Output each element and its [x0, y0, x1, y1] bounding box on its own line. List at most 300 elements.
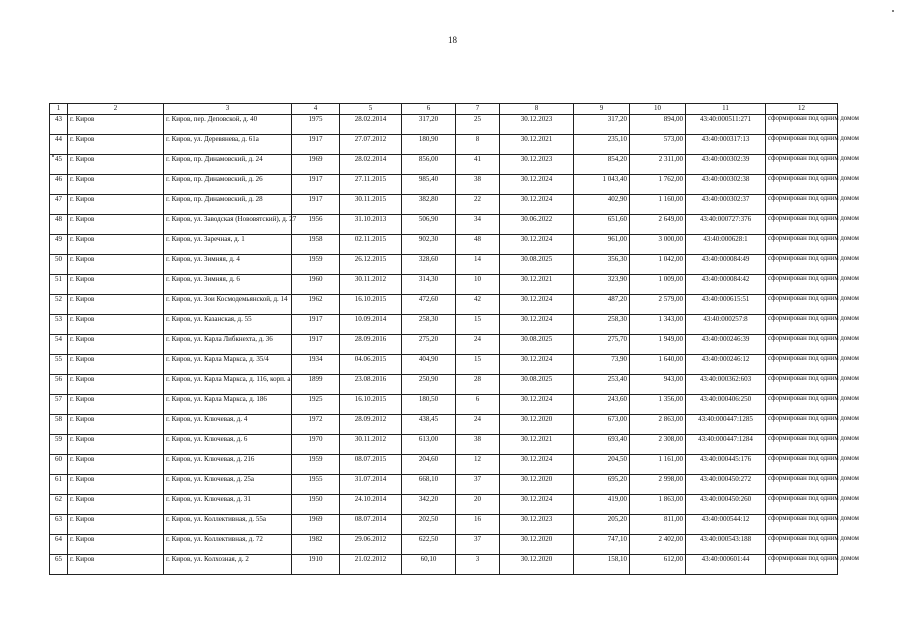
row-number-cell: 65: [50, 555, 68, 575]
land-area-cell: 1 343,00: [630, 315, 686, 335]
cadastral-number-cell: 43:40:000543:188: [686, 535, 766, 555]
row-number-cell: 57: [50, 395, 68, 415]
recognition-date-cell: 23.08.2016: [340, 375, 402, 395]
area-cell: 204,60: [402, 455, 456, 475]
total-area-cell: 258,30: [574, 315, 630, 335]
recognition-date-cell: 24.10.2014: [340, 495, 402, 515]
cadastral-number-cell: 43:40:000257:8: [686, 315, 766, 335]
construction-year-cell: 1975: [292, 115, 340, 135]
address-cell: г. Киров, ул. Ключевая, д. 25а: [164, 475, 292, 495]
table-row: [50, 115, 838, 135]
land-status-cell: сформирован под одним домом: [766, 475, 838, 495]
residents-count-cell: 37: [456, 535, 500, 555]
land-status-cell: сформирован под одним домом: [766, 235, 838, 255]
table-row: [50, 335, 838, 355]
row-number-cell: 55: [50, 355, 68, 375]
residents-count-cell: 24: [456, 335, 500, 355]
table-row: [50, 355, 838, 375]
city-cell: г. Киров: [68, 435, 164, 455]
resettlement-deadline-cell: 30.12.2024: [500, 235, 574, 255]
resettlement-deadline-cell: 30.12.2023: [500, 155, 574, 175]
land-area-cell: 2 649,00: [630, 215, 686, 235]
table-row: [50, 295, 838, 315]
cadastral-number-cell: 43:40:000302:37: [686, 195, 766, 215]
row-number-cell: 52: [50, 295, 68, 315]
land-area-cell: 811,00: [630, 515, 686, 535]
row-number-cell: 60: [50, 455, 68, 475]
land-area-cell: 612,00: [630, 555, 686, 575]
residents-count-cell: 22: [456, 195, 500, 215]
cadastral-number-cell: 43:40:000615:51: [686, 295, 766, 315]
total-area-cell: 323,90: [574, 275, 630, 295]
row-number-cell: 56: [50, 375, 68, 395]
address-cell: г. Киров, ул. Карла Либкнехта, д. 36: [164, 335, 292, 355]
recognition-date-cell: 31.10.2013: [340, 215, 402, 235]
recognition-date-cell: 26.12.2015: [340, 255, 402, 275]
area-cell: 317,20: [402, 115, 456, 135]
resettlement-deadline-cell: 30.08.2025: [500, 375, 574, 395]
column-number-header: 2: [68, 104, 164, 115]
land-area-cell: 1 009,00: [630, 275, 686, 295]
land-area-cell: 1 762,00: [630, 175, 686, 195]
construction-year-cell: 1899: [292, 375, 340, 395]
cadastral-number-cell: 43:40:000601:44: [686, 555, 766, 575]
city-cell: г. Киров: [68, 195, 164, 215]
residents-count-cell: 6: [456, 395, 500, 415]
resettlement-deadline-cell: 30.12.2024: [500, 495, 574, 515]
cadastral-number-cell: 43:40:000246:39: [686, 335, 766, 355]
construction-year-cell: 1917: [292, 195, 340, 215]
resettlement-deadline-cell: 30.12.2024: [500, 315, 574, 335]
resettlement-deadline-cell: 30.12.2024: [500, 355, 574, 375]
cadastral-number-cell: 43:40:000447:1284: [686, 435, 766, 455]
area-cell: 250,90: [402, 375, 456, 395]
table-row: [50, 315, 838, 335]
total-area-cell: 673,00: [574, 415, 630, 435]
column-number-header: 8: [500, 104, 574, 115]
row-number-cell: 44: [50, 135, 68, 155]
row-number-cell: 59: [50, 435, 68, 455]
recognition-date-cell: 31.07.2014: [340, 475, 402, 495]
land-status-cell: сформирован под одним домом: [766, 315, 838, 335]
resettlement-deadline-cell: 30.12.2024: [500, 195, 574, 215]
residents-count-cell: 10: [456, 275, 500, 295]
column-number-header: 1: [50, 104, 68, 115]
row-number-cell: 64: [50, 535, 68, 555]
recognition-date-cell: 16.10.2015: [340, 295, 402, 315]
city-cell: г. Киров: [68, 555, 164, 575]
total-area-cell: 402,90: [574, 195, 630, 215]
residents-count-cell: 42: [456, 295, 500, 315]
land-status-cell: сформирован под одним домом: [766, 355, 838, 375]
recognition-date-cell: 16.10.2015: [340, 395, 402, 415]
land-status-cell: сформирован под одним домом: [766, 435, 838, 455]
address-cell: г. Киров, ул. Карла Маркса, д. 116, корп. а: [164, 375, 292, 395]
total-area-cell: 275,70: [574, 335, 630, 355]
residents-count-cell: 24: [456, 415, 500, 435]
recognition-date-cell: 30.11.2012: [340, 275, 402, 295]
residents-count-cell: 8: [456, 135, 500, 155]
area-cell: 902,30: [402, 235, 456, 255]
cadastral-number-cell: 43:40:000246:12: [686, 355, 766, 375]
column-number-header: 11: [686, 104, 766, 115]
total-area-cell: 961,00: [574, 235, 630, 255]
table-body: [50, 115, 859, 575]
table-row: [50, 135, 838, 155]
address-cell: г. Киров, ул. Карла Маркса, д. 186: [164, 395, 292, 415]
recognition-date-cell: 08.07.2014: [340, 515, 402, 535]
land-status-cell: сформирован под одним домом: [766, 275, 838, 295]
city-cell: г. Киров: [68, 255, 164, 275]
column-number-header: 7: [456, 104, 500, 115]
total-area-cell: 1 043,40: [574, 175, 630, 195]
row-number-cell: 61: [50, 475, 68, 495]
table-row: [50, 235, 838, 255]
cadastral-number-cell: 43:40:000445:176: [686, 455, 766, 475]
resettlement-deadline-cell: 30.12.2023: [500, 515, 574, 535]
table-row: [50, 175, 838, 195]
address-cell: г. Киров, ул. Заречная, д. 1: [164, 235, 292, 255]
land-status-cell: сформирован под одним домом: [766, 555, 838, 575]
land-status-cell: сформирован под одним домом: [766, 535, 838, 555]
area-cell: 404,90: [402, 355, 456, 375]
land-status-cell: сформирован под одним домом: [766, 375, 838, 395]
total-area-cell: 651,60: [574, 215, 630, 235]
construction-year-cell: 1959: [292, 255, 340, 275]
column-number-header: 6: [402, 104, 456, 115]
total-area-cell: 235,10: [574, 135, 630, 155]
area-cell: 856,00: [402, 155, 456, 175]
recognition-date-cell: 28.09.2016: [340, 335, 402, 355]
land-area-cell: 573,00: [630, 135, 686, 155]
recognition-date-cell: 30.11.2015: [340, 195, 402, 215]
address-cell: г. Киров, ул. Зимняя, д. 6: [164, 275, 292, 295]
area-cell: 60,10: [402, 555, 456, 575]
area-cell: 668,10: [402, 475, 456, 495]
table-row: [50, 155, 838, 175]
cadastral-number-cell: 43:40:000727:376: [686, 215, 766, 235]
city-cell: г. Киров: [68, 355, 164, 375]
total-area-cell: 854,20: [574, 155, 630, 175]
residents-count-cell: 28: [456, 375, 500, 395]
resettlement-deadline-cell: 30.08.2025: [500, 335, 574, 355]
cadastral-number-cell: 43:40:000406:250: [686, 395, 766, 415]
residents-count-cell: 15: [456, 355, 500, 375]
land-status-cell: сформирован под одним домом: [766, 195, 838, 215]
residents-count-cell: 48: [456, 235, 500, 255]
row-number-cell: 45: [50, 155, 68, 175]
total-area-cell: 747,10: [574, 535, 630, 555]
land-status-cell: сформирован под одним домом: [766, 155, 838, 175]
column-number-header: 5: [340, 104, 402, 115]
area-cell: 275,20: [402, 335, 456, 355]
construction-year-cell: 1955: [292, 475, 340, 495]
city-cell: г. Киров: [68, 155, 164, 175]
total-area-cell: 253,40: [574, 375, 630, 395]
area-cell: 622,50: [402, 535, 456, 555]
area-cell: 342,20: [402, 495, 456, 515]
row-number-cell: 49: [50, 235, 68, 255]
column-number-header: 3: [164, 104, 292, 115]
row-number-cell: 47: [50, 195, 68, 215]
resettlement-deadline-cell: 30.12.2023: [500, 115, 574, 135]
total-area-cell: 243,60: [574, 395, 630, 415]
recognition-date-cell: 21.02.2012: [340, 555, 402, 575]
address-cell: г. Киров, пер. Деповской, д. 40: [164, 115, 292, 135]
address-cell: г. Киров, ул. Ключевая, д. 31: [164, 495, 292, 515]
land-area-cell: 2 308,00: [630, 435, 686, 455]
housing-registry-table: [49, 103, 859, 575]
total-area-cell: 487,20: [574, 295, 630, 315]
row-number-cell: 46: [50, 175, 68, 195]
resettlement-deadline-cell: 30.12.2020: [500, 475, 574, 495]
city-cell: г. Киров: [68, 415, 164, 435]
table-row: [50, 255, 838, 275]
land-status-cell: сформирован под одним домом: [766, 295, 838, 315]
city-cell: г. Киров: [68, 295, 164, 315]
table-row: [50, 375, 838, 395]
area-cell: 202,50: [402, 515, 456, 535]
construction-year-cell: 1960: [292, 275, 340, 295]
land-area-cell: 2 863,00: [630, 415, 686, 435]
cadastral-number-cell: 43:40:000628:1: [686, 235, 766, 255]
address-cell: г. Киров, ул. Коллективная, д. 72: [164, 535, 292, 555]
total-area-cell: 317,20: [574, 115, 630, 135]
land-status-cell: сформирован под одним домом: [766, 415, 838, 435]
address-cell: г. Киров, ул. Карла Маркса, д. 35/4: [164, 355, 292, 375]
area-cell: 382,80: [402, 195, 456, 215]
address-cell: г. Киров, ул. Колхозная, д. 2: [164, 555, 292, 575]
city-cell: г. Киров: [68, 495, 164, 515]
city-cell: г. Киров: [68, 315, 164, 335]
city-cell: г. Киров: [68, 115, 164, 135]
land-status-cell: сформирован под одним домом: [766, 215, 838, 235]
city-cell: г. Киров: [68, 395, 164, 415]
row-number-cell: 54: [50, 335, 68, 355]
area-cell: 314,30: [402, 275, 456, 295]
cadastral-number-cell: 43:40:000302:38: [686, 175, 766, 195]
land-area-cell: 2 402,00: [630, 535, 686, 555]
land-area-cell: 2 311,00: [630, 155, 686, 175]
city-cell: г. Киров: [68, 515, 164, 535]
cadastral-number-cell: 43:40:000084:42: [686, 275, 766, 295]
residents-count-cell: 12: [456, 455, 500, 475]
land-status-cell: сформирован под одним домом: [766, 115, 838, 135]
construction-year-cell: 1925: [292, 395, 340, 415]
city-cell: г. Киров: [68, 475, 164, 495]
resettlement-deadline-cell: 30.06.2022: [500, 215, 574, 235]
residents-count-cell: 38: [456, 175, 500, 195]
construction-year-cell: 1917: [292, 335, 340, 355]
construction-year-cell: 1970: [292, 435, 340, 455]
cadastral-number-cell: 43:40:000317:13: [686, 135, 766, 155]
total-area-cell: 204,50: [574, 455, 630, 475]
column-number-row: [50, 104, 838, 115]
table-row: [50, 435, 838, 455]
cadastral-number-cell: 43:40:000450:272: [686, 475, 766, 495]
recognition-date-cell: 27.07.2012: [340, 135, 402, 155]
city-cell: г. Киров: [68, 235, 164, 255]
row-number-cell: 53: [50, 315, 68, 335]
table-row: [50, 395, 838, 415]
area-cell: 180,50: [402, 395, 456, 415]
address-cell: г. Киров, ул. Ключевая, д. 4: [164, 415, 292, 435]
address-cell: г. Киров, ул. Коллективная, д. 55а: [164, 515, 292, 535]
recognition-date-cell: 28.09.2012: [340, 415, 402, 435]
residents-count-cell: 38: [456, 435, 500, 455]
land-area-cell: 1 042,00: [630, 255, 686, 275]
address-cell: г. Киров, ул. Ключевая, д. 216: [164, 455, 292, 475]
cadastral-number-cell: 43:40:000450:260: [686, 495, 766, 515]
area-cell: 613,00: [402, 435, 456, 455]
construction-year-cell: 1982: [292, 535, 340, 555]
area-cell: 985,40: [402, 175, 456, 195]
residents-count-cell: 37: [456, 475, 500, 495]
cadastral-number-cell: 43:40:000447:1285: [686, 415, 766, 435]
table-row: [50, 275, 838, 295]
address-cell: г. Киров, пр. Динамовский, д. 24: [164, 155, 292, 175]
residents-count-cell: 34: [456, 215, 500, 235]
row-number-cell: 63: [50, 515, 68, 535]
recognition-date-cell: 04.06.2015: [340, 355, 402, 375]
address-cell: г. Киров, ул. Зимняя, д. 4: [164, 255, 292, 275]
table-row: [50, 475, 838, 495]
area-cell: 506,90: [402, 215, 456, 235]
city-cell: г. Киров: [68, 175, 164, 195]
address-cell: г. Киров, ул. Заводская (Нововятский), д. 27: [164, 215, 292, 235]
page-number: 18: [448, 35, 457, 45]
total-area-cell: 419,00: [574, 495, 630, 515]
residents-count-cell: 14: [456, 255, 500, 275]
table-row: [50, 555, 838, 575]
column-number-header: 12: [766, 104, 838, 115]
land-status-cell: сформирован под одним домом: [766, 395, 838, 415]
recognition-date-cell: 27.11.2015: [340, 175, 402, 195]
resettlement-deadline-cell: 30.12.2021: [500, 275, 574, 295]
construction-year-cell: 1958: [292, 235, 340, 255]
column-number-header: 10: [630, 104, 686, 115]
construction-year-cell: 1959: [292, 455, 340, 475]
total-area-cell: 693,40: [574, 435, 630, 455]
resettlement-deadline-cell: 30.12.2024: [500, 395, 574, 415]
row-number-cell: 48: [50, 215, 68, 235]
resettlement-deadline-cell: 30.12.2024: [500, 175, 574, 195]
total-area-cell: 205,20: [574, 515, 630, 535]
land-area-cell: 894,00: [630, 115, 686, 135]
construction-year-cell: 1950: [292, 495, 340, 515]
row-number-cell: 58: [50, 415, 68, 435]
residents-count-cell: 25: [456, 115, 500, 135]
residents-count-cell: 41: [456, 155, 500, 175]
resettlement-deadline-cell: 30.12.2024: [500, 455, 574, 475]
construction-year-cell: 1917: [292, 175, 340, 195]
row-number-cell: 50: [50, 255, 68, 275]
row-number-cell: 43: [50, 115, 68, 135]
land-area-cell: 2 579,00: [630, 295, 686, 315]
land-area-cell: 1 863,00: [630, 495, 686, 515]
table-row: [50, 535, 838, 555]
recognition-date-cell: 28.02.2014: [340, 115, 402, 135]
area-cell: 328,60: [402, 255, 456, 275]
city-cell: г. Киров: [68, 375, 164, 395]
table-row: [50, 495, 838, 515]
table-row: [50, 215, 838, 235]
column-number-header: 9: [574, 104, 630, 115]
construction-year-cell: 1972: [292, 415, 340, 435]
construction-year-cell: 1934: [292, 355, 340, 375]
address-cell: г. Киров, ул. Ключевая, д. 6: [164, 435, 292, 455]
row-number-cell: 51: [50, 275, 68, 295]
construction-year-cell: 1969: [292, 515, 340, 535]
resettlement-deadline-cell: 30.12.2021: [500, 135, 574, 155]
land-area-cell: 1 640,00: [630, 355, 686, 375]
cadastral-number-cell: 43:40:000084:49: [686, 255, 766, 275]
recognition-date-cell: 08.07.2015: [340, 455, 402, 475]
resettlement-deadline-cell: 30.12.2020: [500, 415, 574, 435]
city-cell: г. Киров: [68, 535, 164, 555]
land-area-cell: 1 356,00: [630, 395, 686, 415]
address-cell: г. Киров, ул. Зои Космодемьянской, д. 14: [164, 295, 292, 315]
land-area-cell: 1 949,00: [630, 335, 686, 355]
recognition-date-cell: 29.06.2012: [340, 535, 402, 555]
residents-count-cell: 15: [456, 315, 500, 335]
resettlement-deadline-cell: 30.12.2021: [500, 435, 574, 455]
address-cell: г. Киров, пр. Динамовский, д. 26: [164, 175, 292, 195]
construction-year-cell: 1910: [292, 555, 340, 575]
land-status-cell: сформирован под одним домом: [766, 455, 838, 475]
recognition-date-cell: 28.02.2014: [340, 155, 402, 175]
address-cell: г. Киров, ул. Деревянева, д. 61а: [164, 135, 292, 155]
land-area-cell: 1 160,00: [630, 195, 686, 215]
land-status-cell: сформирован под одним домом: [766, 255, 838, 275]
table-row: [50, 455, 838, 475]
area-cell: 472,60: [402, 295, 456, 315]
column-number-header: 4: [292, 104, 340, 115]
city-cell: г. Киров: [68, 215, 164, 235]
city-cell: г. Киров: [68, 335, 164, 355]
area-cell: 258,30: [402, 315, 456, 335]
recognition-date-cell: 30.11.2012: [340, 435, 402, 455]
table-row: [50, 515, 838, 535]
table-row: [50, 415, 838, 435]
area-cell: 438,45: [402, 415, 456, 435]
land-status-cell: сформирован под одним домом: [766, 135, 838, 155]
construction-year-cell: 1962: [292, 295, 340, 315]
construction-year-cell: 1956: [292, 215, 340, 235]
total-area-cell: 695,20: [574, 475, 630, 495]
land-area-cell: 3 000,00: [630, 235, 686, 255]
cadastral-number-cell: 43:40:000511:271: [686, 115, 766, 135]
cadastral-number-cell: 43:40:000544:12: [686, 515, 766, 535]
total-area-cell: 73,90: [574, 355, 630, 375]
resettlement-deadline-cell: 30.12.2020: [500, 555, 574, 575]
residents-count-cell: 3: [456, 555, 500, 575]
total-area-cell: 356,30: [574, 255, 630, 275]
residents-count-cell: 20: [456, 495, 500, 515]
row-number-cell: 62: [50, 495, 68, 515]
construction-year-cell: 1969: [292, 155, 340, 175]
total-area-cell: 158,10: [574, 555, 630, 575]
scan-dust-dot: [892, 10, 894, 12]
city-cell: г. Киров: [68, 135, 164, 155]
construction-year-cell: 1917: [292, 135, 340, 155]
cadastral-number-cell: 43:40:000302:39: [686, 155, 766, 175]
land-area-cell: 1 161,00: [630, 455, 686, 475]
residents-count-cell: 16: [456, 515, 500, 535]
recognition-date-cell: 02.11.2015: [340, 235, 402, 255]
table-row: [50, 195, 838, 215]
land-area-cell: 2 998,00: [630, 475, 686, 495]
